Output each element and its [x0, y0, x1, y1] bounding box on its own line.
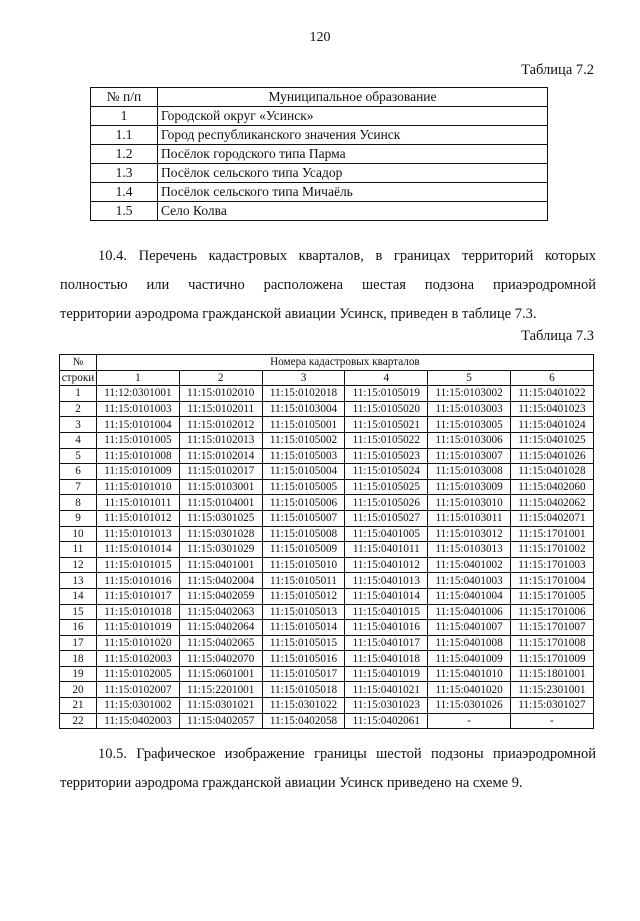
row-number: 6 [60, 464, 97, 480]
paragraph-10-5 [60, 740, 596, 798]
cadastral-number-cell: 11:15:0105002 [262, 432, 345, 448]
header-column-number: 2 [179, 370, 262, 386]
cadastral-number-cell: 11:15:0102014 [179, 448, 262, 464]
cadastral-number-cell: 11:15:0105007 [262, 510, 345, 526]
cadastral-number-cell: 11:15:0101014 [97, 542, 180, 558]
header-number: № п/п [91, 88, 158, 107]
table-row [60, 588, 594, 604]
row-number: 20 [60, 682, 97, 698]
cadastral-number-cell: 11:15:0105011 [262, 573, 345, 589]
row-number: 13 [60, 573, 97, 589]
cadastral-number-cell: 11:15:0102012 [179, 417, 262, 433]
row-number: 22 [60, 713, 97, 729]
paragraph-line: 10.4. Перечень кадастровых кварталов, в границах территорий которых [98, 248, 596, 264]
cadastral-number-cell: 11:15:0301021 [179, 698, 262, 714]
row-municipality: Городской округ «Усинск» [158, 107, 548, 126]
table-row [91, 202, 548, 221]
cadastral-number-cell: 11:15:0105020 [345, 401, 428, 417]
cadastral-number-cell: 11:15:0102003 [97, 651, 180, 667]
cadastral-number-cell: 11:15:0401001 [179, 557, 262, 573]
cadastral-number-cell: 11:15:1701001 [510, 526, 593, 542]
cadastral-number-cell: 11:15:0102018 [262, 386, 345, 402]
paragraph-line: территории аэродрома гражданской авиации Усинск приведено на схеме 9. [60, 775, 523, 791]
row-number: 21 [60, 698, 97, 714]
cadastral-number-cell: 11:15:0401019 [345, 666, 428, 682]
table-row [60, 682, 594, 698]
cadastral-number-cell: 11:15:0301002 [97, 698, 180, 714]
row-number: 1.4 [91, 183, 158, 202]
cadastral-number-cell: 11:15:0102011 [179, 401, 262, 417]
cadastral-number-cell: 11:15:0105016 [262, 651, 345, 667]
cadastral-number-cell: 11:15:0301022 [262, 698, 345, 714]
cadastral-number-cell: 11:15:0105027 [345, 510, 428, 526]
cadastral-number-cell: 11:15:0101013 [97, 526, 180, 542]
cadastral-number-cell: 11:15:0105014 [262, 620, 345, 636]
row-number: 12 [60, 557, 97, 573]
header-cadastral-group: Номера кадастровых кварталов [97, 355, 594, 371]
cadastral-number-cell: 11:15:0105024 [345, 464, 428, 480]
row-number: 1 [91, 107, 158, 126]
table-row [60, 635, 594, 651]
row-number: 18 [60, 651, 97, 667]
table-row [60, 448, 594, 464]
cadastral-number-cell: 11:15:0105012 [262, 588, 345, 604]
paragraph-10-4 [60, 242, 596, 329]
cadastral-number-cell: 11:15:0102007 [97, 682, 180, 698]
table-row [60, 432, 594, 448]
cadastral-number-cell: 11:15:0301023 [345, 698, 428, 714]
row-number: 2 [60, 401, 97, 417]
cadastral-number-cell: 11:15:0103012 [428, 526, 511, 542]
table-header-row [60, 355, 594, 371]
row-number: 10 [60, 526, 97, 542]
table-row [60, 401, 594, 417]
table-row [60, 464, 594, 480]
cadastral-number-cell: 11:15:0105025 [345, 479, 428, 495]
cadastral-number-cell: 11:15:0102017 [179, 464, 262, 480]
cadastral-number-cell: 11:15:0401018 [345, 651, 428, 667]
row-municipality: Посёлок городского типа Парма [158, 145, 548, 164]
table-row [60, 479, 594, 495]
cadastral-number-cell: 11:15:0105017 [262, 666, 345, 682]
cadastral-number-cell: 11:15:0401028 [510, 464, 593, 480]
cadastral-number-cell: 11:15:0103006 [428, 432, 511, 448]
cadastral-number-cell: 11:15:0101004 [97, 417, 180, 433]
cadastral-number-cell: 11:15:0401026 [510, 448, 593, 464]
cadastral-number-cell: 11:15:0401021 [345, 682, 428, 698]
table-row [60, 604, 594, 620]
table-row [91, 164, 548, 183]
cadastral-number-cell: 11:15:0401017 [345, 635, 428, 651]
cadastral-number-cell: 11:15:0105003 [262, 448, 345, 464]
cadastral-number-cell: 11:15:0105004 [262, 464, 345, 480]
cadastral-number-cell: 11:15:0401006 [428, 604, 511, 620]
page-number: 120 [309, 30, 331, 45]
row-municipality: Город республиканского значения Усинск [158, 126, 548, 145]
cadastral-number-cell: 11:15:0401020 [428, 682, 511, 698]
table-7-3-caption: Таблица 7.3 [521, 328, 594, 344]
table-header-row [91, 88, 548, 107]
table-row [60, 713, 594, 729]
row-number: 1 [60, 386, 97, 402]
cadastral-number-cell: 11:12:0301001 [97, 386, 180, 402]
cadastral-number-cell: 11:15:0402057 [179, 713, 262, 729]
cadastral-number-cell: 11:15:0103002 [428, 386, 511, 402]
paragraph-line: полностью или частично расположена шестая подзона приаэродромной [60, 277, 596, 293]
cadastral-number-cell: 11:15:0401011 [345, 542, 428, 558]
cadastral-number-cell: 11:15:0402064 [179, 620, 262, 636]
header-column-number: 5 [428, 370, 511, 386]
cadastral-number-cell: 11:15:0101008 [97, 448, 180, 464]
cadastral-number-cell: 11:15:0402063 [179, 604, 262, 620]
row-number: 4 [60, 432, 97, 448]
cadastral-number-cell: 11:15:0105005 [262, 479, 345, 495]
cadastral-number-cell: 11:15:0101009 [97, 464, 180, 480]
cadastral-number-cell: 11:15:1701009 [510, 651, 593, 667]
table-row [60, 573, 594, 589]
cadastral-number-cell: 11:15:0402003 [97, 713, 180, 729]
municipalities-table [90, 87, 548, 221]
paragraph-line: территории аэродрома гражданской авиации Усинск, приведен в таблице 7.3. [60, 306, 537, 322]
cadastral-table-body [60, 386, 594, 729]
cadastral-number-cell: 11:15:0401005 [345, 526, 428, 542]
cadastral-number-cell: 11:15:0101019 [97, 620, 180, 636]
cadastral-number-cell: - [510, 713, 593, 729]
header-column-number: 3 [262, 370, 345, 386]
cadastral-number-cell: 11:15:0105022 [345, 432, 428, 448]
cadastral-number-cell: 11:15:0402059 [179, 588, 262, 604]
cadastral-number-cell: 11:15:0401025 [510, 432, 593, 448]
row-number: 11 [60, 542, 97, 558]
cadastral-number-cell: 11:15:0105013 [262, 604, 345, 620]
cadastral-number-cell: 11:15:0101015 [97, 557, 180, 573]
cadastral-number-cell: 11:15:0103001 [179, 479, 262, 495]
table-row [60, 542, 594, 558]
row-number: 9 [60, 510, 97, 526]
cadastral-number-cell: 11:15:0301027 [510, 698, 593, 714]
cadastral-number-cell: 11:15:0103004 [262, 401, 345, 417]
row-number: 1.2 [91, 145, 158, 164]
cadastral-number-cell: 11:15:0402058 [262, 713, 345, 729]
cadastral-number-cell: 11:15:0301029 [179, 542, 262, 558]
cadastral-number-cell: 11:15:0101011 [97, 495, 180, 511]
cadastral-number-cell: 11:15:1801001 [510, 666, 593, 682]
row-municipality: Село Колва [158, 202, 548, 221]
row-number: 14 [60, 588, 97, 604]
cadastral-number-cell: 11:15:1701003 [510, 557, 593, 573]
cadastral-number-cell: 11:15:0601001 [179, 666, 262, 682]
header-column-number: 4 [345, 370, 428, 386]
table-row [60, 510, 594, 526]
cadastral-number-cell: 11:15:0101018 [97, 604, 180, 620]
cadastral-number-cell: 11:15:0105009 [262, 542, 345, 558]
table-row [60, 666, 594, 682]
header-column-number: 1 [97, 370, 180, 386]
row-number: 17 [60, 635, 97, 651]
table-row [60, 698, 594, 714]
cadastral-number-cell: 11:15:0401014 [345, 588, 428, 604]
table-row [60, 557, 594, 573]
cadastral-number-cell: 11:15:0402062 [510, 495, 593, 511]
cadastral-number-cell: 11:15:0401010 [428, 666, 511, 682]
header-municipality: Муниципальное образование [158, 88, 548, 107]
cadastral-number-cell: 11:15:2301001 [510, 682, 593, 698]
cadastral-number-cell: 11:15:2201001 [179, 682, 262, 698]
table-header-row [60, 370, 594, 386]
table-row [60, 417, 594, 433]
cadastral-number-cell: 11:15:0401003 [428, 573, 511, 589]
cadastral-number-cell: 11:15:0105018 [262, 682, 345, 698]
cadastral-number-cell: 11:15:0401016 [345, 620, 428, 636]
cadastral-number-cell: 11:15:0402065 [179, 635, 262, 651]
cadastral-number-cell: 11:15:1701004 [510, 573, 593, 589]
cadastral-number-cell: 11:15:0101003 [97, 401, 180, 417]
cadastral-number-cell: 11:15:0401015 [345, 604, 428, 620]
cadastral-number-cell: 11:15:0105006 [262, 495, 345, 511]
cadastral-number-cell: 11:15:0103013 [428, 542, 511, 558]
cadastral-number-cell: 11:15:0105026 [345, 495, 428, 511]
table-row [60, 526, 594, 542]
cadastral-number-cell: 11:15:0402060 [510, 479, 593, 495]
cadastral-number-cell: 11:15:0103003 [428, 401, 511, 417]
cadastral-number-cell: 11:15:0105021 [345, 417, 428, 433]
cadastral-number-cell: 11:15:0103008 [428, 464, 511, 480]
cadastral-number-cell: 11:15:0103011 [428, 510, 511, 526]
cadastral-number-cell: 11:15:1701002 [510, 542, 593, 558]
cadastral-number-cell: 11:15:1701008 [510, 635, 593, 651]
cadastral-number-cell: 11:15:1701006 [510, 604, 593, 620]
header-row-number-label: строки [60, 370, 97, 386]
cadastral-number-cell: 11:15:0401013 [345, 573, 428, 589]
cadastral-number-cell: 11:15:0103005 [428, 417, 511, 433]
row-number: 3 [60, 417, 97, 433]
cadastral-number-cell: 11:15:0401012 [345, 557, 428, 573]
row-number: 1.5 [91, 202, 158, 221]
cadastral-number-cell: 11:15:0401024 [510, 417, 593, 433]
header-row-number-sign: № [60, 355, 97, 371]
cadastral-number-cell: 11:15:0102010 [179, 386, 262, 402]
cadastral-number-cell: 11:15:0401007 [428, 620, 511, 636]
cadastral-number-cell: 11:15:0103010 [428, 495, 511, 511]
table-row [91, 183, 548, 202]
cadastral-number-cell: 11:15:0103009 [428, 479, 511, 495]
row-number: 19 [60, 666, 97, 682]
cadastral-number-cell: 11:15:0102013 [179, 432, 262, 448]
paragraph-line: 10.5. Графическое изображение границы шестой подзоны приаэродромной [98, 746, 596, 762]
cadastral-number-cell: 11:15:0105008 [262, 526, 345, 542]
cadastral-number-cell: 11:15:0301025 [179, 510, 262, 526]
cadastral-quarters-table [59, 354, 594, 729]
cadastral-number-cell: 11:15:0105023 [345, 448, 428, 464]
cadastral-number-cell: 11:15:1701005 [510, 588, 593, 604]
cadastral-number-cell: 11:15:0401022 [510, 386, 593, 402]
row-number: 1.1 [91, 126, 158, 145]
cadastral-number-cell: 11:15:0401023 [510, 401, 593, 417]
cadastral-number-cell: 11:15:0104001 [179, 495, 262, 511]
row-number: 1.3 [91, 164, 158, 183]
cadastral-number-cell: 11:15:0101016 [97, 573, 180, 589]
row-number: 16 [60, 620, 97, 636]
cadastral-number-cell: 11:15:0402071 [510, 510, 593, 526]
cadastral-number-cell: 11:15:0105015 [262, 635, 345, 651]
cadastral-number-cell: 11:15:0402061 [345, 713, 428, 729]
table-row [60, 651, 594, 667]
row-municipality: Посёлок сельского типа Усадор [158, 164, 548, 183]
cadastral-number-cell: 11:15:0101017 [97, 588, 180, 604]
cadastral-number-cell: 11:15:0103007 [428, 448, 511, 464]
row-municipality: Посёлок сельского типа Мичаёль [158, 183, 548, 202]
row-number: 7 [60, 479, 97, 495]
header-column-number: 6 [510, 370, 593, 386]
cadastral-number-cell: 11:15:0402070 [179, 651, 262, 667]
cadastral-number-cell: 11:15:0401002 [428, 557, 511, 573]
table-row [91, 107, 548, 126]
cadastral-number-cell: 11:15:1701007 [510, 620, 593, 636]
cadastral-number-cell: 11:15:0401008 [428, 635, 511, 651]
cadastral-number-cell: 11:15:0105001 [262, 417, 345, 433]
table-7-2-caption: Таблица 7.2 [521, 62, 594, 78]
row-number: 8 [60, 495, 97, 511]
cadastral-number-cell: 11:15:0101010 [97, 479, 180, 495]
cadastral-number-cell: 11:15:0102005 [97, 666, 180, 682]
table-row [91, 126, 548, 145]
table-row [60, 495, 594, 511]
row-number: 5 [60, 448, 97, 464]
table-row [91, 145, 548, 164]
table-row [60, 386, 594, 402]
cadastral-number-cell: 11:15:0401009 [428, 651, 511, 667]
cadastral-number-cell: - [428, 713, 511, 729]
cadastral-number-cell: 11:15:0105010 [262, 557, 345, 573]
cadastral-number-cell: 11:15:0401004 [428, 588, 511, 604]
table-row [60, 620, 594, 636]
row-number: 15 [60, 604, 97, 620]
cadastral-number-cell: 11:15:0101005 [97, 432, 180, 448]
cadastral-number-cell: 11:15:0101020 [97, 635, 180, 651]
cadastral-number-cell: 11:15:0301028 [179, 526, 262, 542]
cadastral-number-cell: 11:15:0301026 [428, 698, 511, 714]
cadastral-number-cell: 11:15:0105019 [345, 386, 428, 402]
cadastral-number-cell: 11:15:0101012 [97, 510, 180, 526]
cadastral-number-cell: 11:15:0402004 [179, 573, 262, 589]
